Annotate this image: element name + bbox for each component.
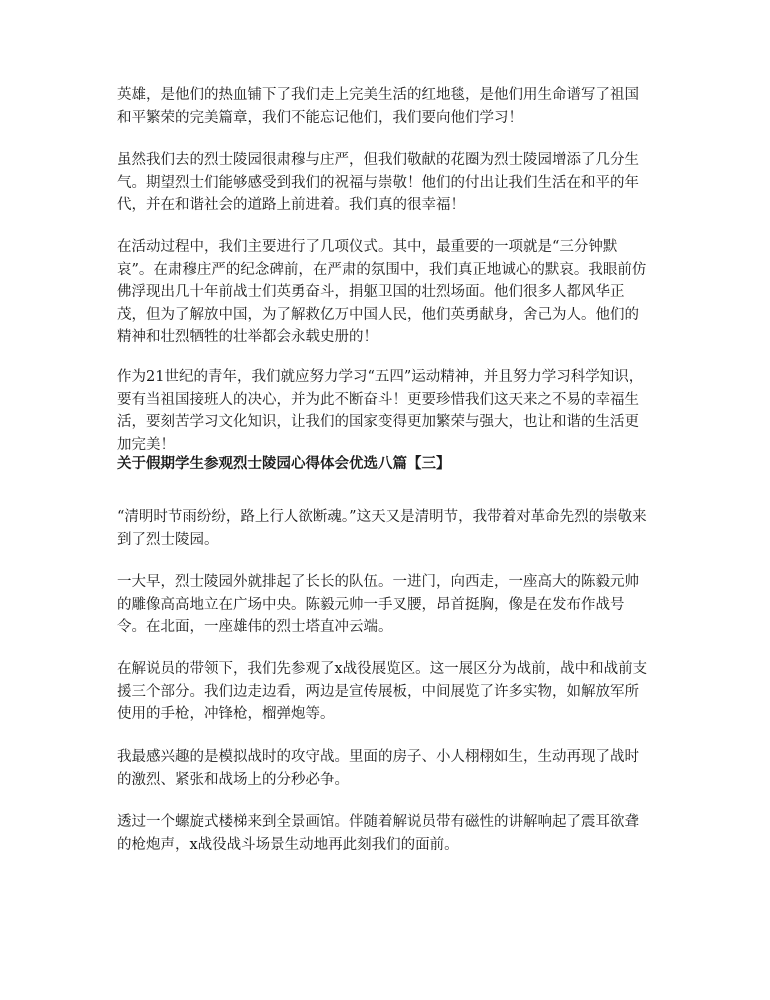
paragraph-4: 作为21世纪的青年，我们就应努力学习“五四”运动精神，并且努力学习科学知识，要有当祖国接班人的决心，并为此不断奋斗！更要珍惜我们这天来之不易的幸福生活，要刻苦学习文化知识，让我们的国家变得更加繁荣与强大，也让和谐的生活更加完美！ <box>117 369 644 453</box>
paragraph-9: 透过一个螺旋式楼梯来到全景画馆。伴随着解说员带有磁性的讲解响起了震耳欲聋的枪炮声，x战役战斗场景生动地再此刻我们的面前。 <box>117 814 639 853</box>
paragraph-2: 虽然我们去的烈士陵园很肃穆与庄严，但我们敬献的花圈为烈士陵园增添了几分生气。期望烈士们能够感受到我们的祝福与崇敬！他们的付出让我们生活在和平的年代，并在和谐社会的道路上前进着。我们真的很幸福！ <box>117 152 639 213</box>
paragraph-5: “清明时节雨纷纷，路上行人欲断魂。”这天又是清明节，我带着对革命先烈的崇敬来到了烈士陵园。 <box>117 509 647 548</box>
paragraph-1: 英雄，是他们的热血铺下了我们走上完美生活的红地毯，是他们用生命谱写了祖国和平繁荣的完美篇章，我们不能忘记他们，我们要向他们学习！ <box>117 87 639 126</box>
paragraph-8: 我最感兴趣的是模拟战时的攻守战。里面的房子、小人栩栩如生，生动再现了战时的激烈、紧张和战场上的分秒必争。 <box>117 749 639 788</box>
section-heading: 关于假期学生参观烈士陵园心得体会优选八篇【三】 <box>117 455 451 472</box>
paragraph-6: 一大早，烈士陵园外就排起了长长的队伍。一进门，向西走，一座高大的陈毅元帅的雕像高高地立在广场中央。陈毅元帅一手叉腰，昂首挺胸，像是在发布作战号令。在北面，一座雄伟的烈士塔直冲云端。 <box>117 574 639 635</box>
paragraph-7: 在解说员的带领下，我们先参观了x战役展览区。这一展区分为战前，战中和战前支援三个部分。我们边走边看，两边是宣传展板，中间展览了许多实物，如解放军所使用的手枪，冲锋枪，榴弹炮等。 <box>117 661 648 722</box>
paragraph-3: 在活动过程中，我们主要进行了几项仪式。其中，最重要的一项就是“三分钟默哀”。在肃穆庄严的纪念碑前，在严肃的氛围中，我们真正地诚心的默哀。我眼前仿佛浮现出几十年前战士们英勇奋斗，捐躯卫国的壮烈场面。他们很多人都风华正茂，但为了解放中国，为了解救亿万中国人民，他们英勇献身，舍己为人。他们的精神和壮烈牺牲的壮举都会永载史册的！ <box>117 239 647 345</box>
